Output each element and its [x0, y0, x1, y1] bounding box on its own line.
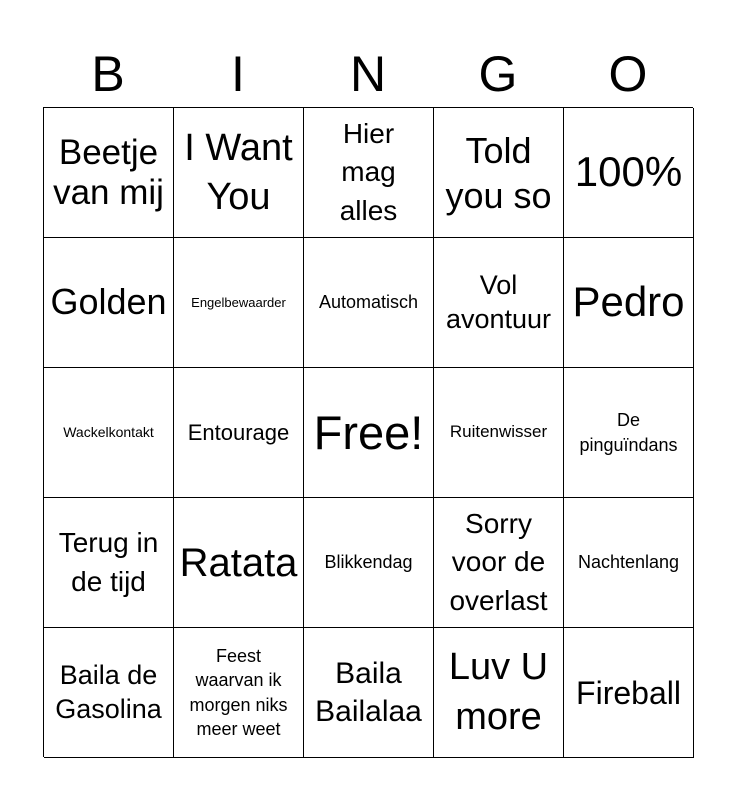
header-letter-i: I — [231, 46, 245, 102]
cell-label: Pedro — [572, 278, 685, 326]
cell-label: Entourage — [187, 419, 290, 445]
cell-label: Fireball — [576, 674, 681, 711]
bingo-header — [43, 44, 693, 108]
bingo-cell[interactable] — [174, 498, 304, 628]
cell-label: Luv U more — [448, 646, 549, 738]
bingo-cell[interactable] — [44, 368, 174, 498]
cell-label: Vol avontuur — [445, 269, 552, 334]
cell-label: Feest waarvan ik morgen niks meer weet — [189, 645, 288, 739]
bingo-cell[interactable] — [434, 238, 564, 368]
header-letter-o: O — [608, 46, 648, 102]
cell-label: Automatisch — [318, 292, 419, 313]
header-letter-b: B — [91, 46, 125, 102]
cell-label: Engelbewaarder — [191, 294, 286, 310]
cell-label: Golden — [50, 281, 167, 323]
cell-label: I Want You — [184, 127, 293, 218]
bingo-cell[interactable] — [174, 238, 304, 368]
bingo-cell[interactable] — [304, 498, 434, 628]
bingo-cell[interactable] — [434, 628, 564, 758]
bingo-cell[interactable] — [564, 628, 694, 758]
cell-label: 100% — [574, 148, 683, 196]
bingo-cell[interactable] — [44, 238, 174, 368]
cell-label: Nachtenlang — [577, 552, 680, 573]
bingo-cell[interactable] — [304, 238, 434, 368]
free-space-cell[interactable] — [304, 368, 434, 498]
cell-label: Hier mag alles — [339, 117, 398, 226]
header-letter-n: N — [349, 46, 387, 102]
bingo-cell[interactable] — [564, 108, 694, 238]
bingo-cell[interactable] — [174, 108, 304, 238]
cell-label: Beetje van mij — [53, 133, 164, 212]
cell-label: Sorry voor de overlast — [449, 507, 548, 616]
cell-label: Baila Bailalaa — [315, 657, 422, 728]
bingo-cell[interactable] — [44, 108, 174, 238]
bingo-cell[interactable] — [44, 628, 174, 758]
bingo-cell[interactable] — [304, 628, 434, 758]
bingo-cell[interactable] — [564, 498, 694, 628]
cell-label: Ruitenwisser — [449, 422, 548, 442]
cell-label: Terug in de tijd — [58, 526, 159, 597]
bingo-cell[interactable] — [434, 108, 564, 238]
bingo-cell[interactable] — [174, 368, 304, 498]
cell-label: Baila de Gasolina — [55, 659, 162, 724]
bingo-cell[interactable] — [44, 498, 174, 628]
free-space-label: Free! — [313, 405, 424, 459]
cell-label: De pinguïndans — [579, 410, 678, 455]
bingo-cell[interactable] — [174, 628, 304, 758]
bingo-cell[interactable] — [434, 498, 564, 628]
cell-label: Ratata — [179, 540, 298, 585]
cell-label: Told you so — [445, 129, 552, 216]
bingo-cell[interactable] — [564, 238, 694, 368]
header-letter-g: G — [478, 46, 518, 102]
bingo-cell[interactable] — [434, 368, 564, 498]
bingo-cell[interactable] — [564, 368, 694, 498]
bingo-board — [43, 107, 693, 757]
cell-label: Wackelkontakt — [63, 424, 154, 441]
cell-label: Blikkendag — [324, 552, 413, 573]
bingo-cell[interactable] — [304, 108, 434, 238]
